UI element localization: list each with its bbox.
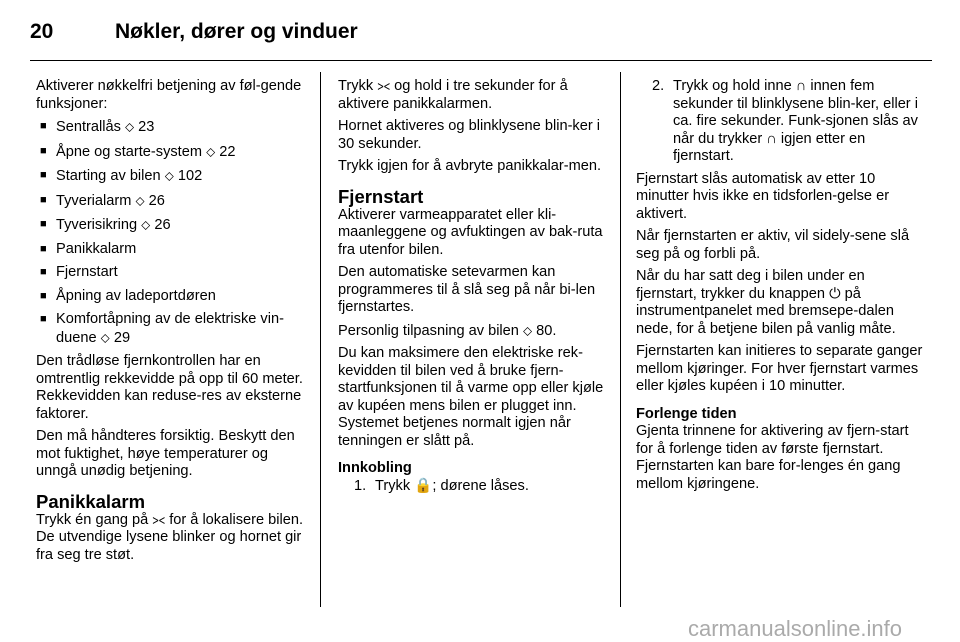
seat-heating-text: Den automatiske setevarmen kan programmeres til å slå seg på når bi-len fjernstartes.: [338, 264, 596, 315]
step-2: 2. Trykk og hold inne ∩ innen fem sekunder til blinklysene blin-ker, eller i ca. fire sekunder. Funk-sjonen slås av når du trykker ∩ igjen etter en fjernstart.: [652, 78, 918, 164]
enable-heading: Innkobling: [338, 460, 412, 476]
repeat-text: Fjernstarten kan initieres to separate ganger mellom kjøringer. For hver fjernstart varmes eller kjøles kupéen i 10 minutter.: [636, 343, 923, 394]
extend-text: Gjenta trinnene for aktivering av fjern-start for å forlenge tiden av første fjernstart. Fjernstarten kan bare for-lenges én gang mellom kjøringene.: [636, 423, 909, 492]
column-1: [36, 78, 308, 569]
page-title: Nøkler, dører og vinduer: [115, 20, 358, 43]
reference-icon: ⬦: [124, 119, 135, 134]
active-text: Når fjernstarten er aktiv, vil sidely-sene slå seg på og forbli på.: [636, 228, 910, 262]
list-item: ■ Tyverialarm ⬦ 26: [36, 192, 308, 211]
list-item: ■ Starting av bilen ⬦ 102: [36, 167, 308, 186]
feature-list: [36, 118, 308, 347]
auto-off-text: Fjernstart slås automatisk av etter 10 minutter hvis ikke en tidsforlen-gelse er aktivert.: [636, 170, 890, 222]
inside-car-text: Når du har satt deg i bilen under en fjernstart, trykker du knappen ⏻ på instrumentpanelet med bremsepe-dalen nede, for å betjene bilen på vanlig måte.: [636, 268, 896, 337]
column-divider-1: [320, 72, 321, 607]
intro-text: Aktiverer nøkkelfri betjening av føl-gende funksjoner:: [36, 78, 302, 112]
remote-start-heading: Fjernstart: [338, 185, 424, 207]
watermark: carmanualsonline.info: [688, 616, 903, 641]
horn-text: Hornet aktiveres og blinklysene blin-ker i 30 sekunder.: [338, 118, 600, 152]
column-3: [636, 78, 926, 498]
panic-icon: ⪥: [377, 78, 391, 94]
list-item: ■ Åpne og starte-system ⬦ 22: [36, 143, 308, 162]
reference-icon: ⬦: [522, 322, 533, 338]
panic-icon: ⪥: [152, 511, 166, 528]
max-range-text: Du kan maksimere den elektriske rek-kevidden til bilen ved å bruke fjern-startfunksjonen til å varme opp eller kjøle av kupéen mens bilen er plugget inn. Systemet betjenes normalt igjen når tenningen er slått på.: [338, 345, 604, 449]
reference-icon: ⬦: [135, 192, 145, 208]
column-divider-2: [620, 72, 621, 607]
remote-start-icon: ∩: [766, 130, 777, 147]
range-text: Den trådløse fjernkontrollen har en omtrentlig rekkevidde på opp til 60 meter. Rekkevidden kan reduse-res av eksterne faktorer.: [36, 353, 303, 422]
power-icon: ⏻: [829, 285, 841, 302]
reference-icon: ⬦: [141, 217, 151, 232]
list-item: ■ Sentrallås ⬦ 23: [36, 118, 308, 137]
lock-icon: 🔒: [414, 477, 433, 494]
list-item: ■ Komfortåpning av de elektriske vin-duene ⬦ 29: [36, 311, 308, 347]
panic-text: Trykk én gang på ⪥ for å lokalisere bilen. De utvendige lysene blinker og hornet gir fra seg tre støt.: [36, 511, 304, 563]
list-item: ■ Fjernstart: [36, 264, 308, 282]
step-1: 1. Trykk 🔒; dørene låses.: [354, 477, 529, 494]
care-text: Den må håndteres forsiktig. Beskytt den mot fuktighet, høye temperaturer og unngå unødig betjening.: [36, 428, 295, 479]
remote-start-icon: ∩: [795, 78, 807, 94]
personalization-text: Personlig tilpasning av bilen ⬦ 80.: [338, 322, 557, 339]
reference-icon: ⬦: [100, 329, 110, 345]
list-item: ■ Åpning av ladeportdøren: [36, 288, 308, 306]
header-rule: [30, 60, 932, 61]
list-item: ■ Panikkalarm: [36, 241, 308, 259]
panic-hold-text: Trykk ⪥ og hold i tre sekunder for å aktivere panikkalarmen.: [338, 78, 568, 112]
remote-start-text: Aktiverer varmeapparatet eller kli-maanleggene og avfuktingen av bak-ruta fra utenfor bilen.: [338, 206, 603, 258]
page-number: 20: [30, 20, 54, 43]
reference-icon: ⬦: [206, 143, 216, 159]
list-item: ■ Tyverisikring ⬦ 26: [36, 216, 308, 235]
panic-heading: Panikkalarm: [36, 490, 146, 512]
reference-icon: ⬦: [164, 168, 174, 183]
column-2: [338, 78, 608, 495]
cancel-text: Trykk igjen for å avbryte panikkalar-men.: [338, 158, 602, 174]
extend-heading: Forlenge tiden: [636, 405, 737, 422]
